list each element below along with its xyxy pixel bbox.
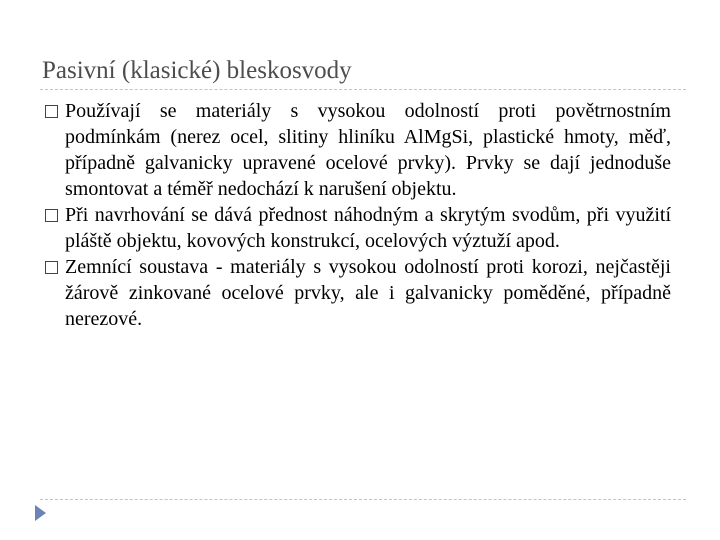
bullet-item-materials [45,98,671,202]
bullet-list [45,98,671,332]
square-bullet-icon [45,209,58,222]
bullet-item-design [45,202,671,254]
triangle-right-icon[interactable] [35,505,46,521]
bullet-text: Zemnící soustava - materiály s vysokou odolností proti korozi, nejčastěji žárově zinkované ocelové prvky, ale i galvanicky poměděné, případně nerezové. [65,256,671,330]
slide-title: Pasivní (klasické) bleskosvody [42,57,352,84]
bullet-text: Používají se materiály s vysokou odolností proti povětrnostním podmínkám (nerez ocel, slitiny hliníku AlMgSi, plastické hmoty, měď, případně galvanicky upravené ocelové prvky). Prvky se dají jednoduše smontovat a téměř nedochází k narušení objektu. [65,100,671,200]
bullet-item-grounding [45,254,671,332]
square-bullet-icon [45,105,58,118]
bullet-text: Při navrhování se dává přednost náhodným a skrytým svodům, při využití pláště objektu, kovových konstrukcí, ocelových výztuží apod. [65,204,671,252]
square-bullet-icon [45,261,58,274]
footer-divider [40,499,686,500]
title-divider [40,89,686,90]
